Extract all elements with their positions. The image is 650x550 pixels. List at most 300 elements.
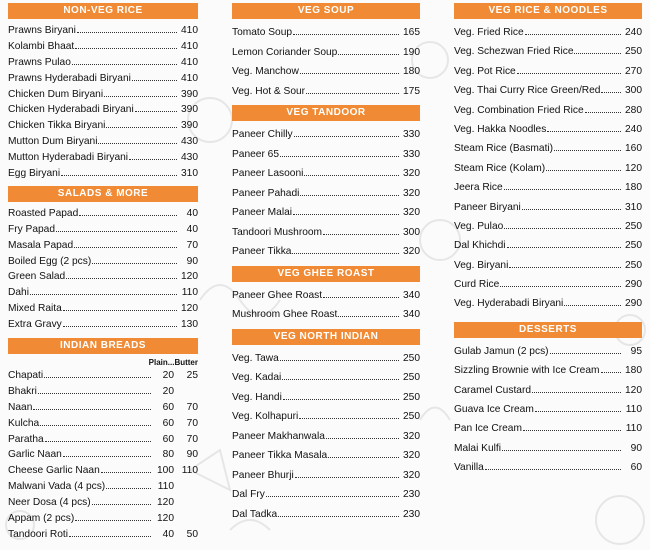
dotted-leader [504,228,621,229]
item-price: 410 [181,56,198,68]
menu-item [8,269,198,285]
item-price: 180 [625,182,642,194]
item-price: 120 [625,384,642,396]
item-price: 110 [625,423,642,435]
menu-item [454,62,642,81]
item-price: 320 [403,430,420,442]
item-name: Cheese Garlic Naan [8,465,100,477]
dotted-leader [77,32,177,33]
menu-item [232,43,420,63]
item-price: 390 [181,104,198,116]
dotted-leader [564,305,621,306]
item-price: 120 [625,162,642,174]
dotted-leader [525,34,621,35]
item-price: 160 [625,143,642,155]
menu-item [454,81,642,100]
dotted-leader [504,189,621,190]
item-price: 230 [403,508,420,520]
dotted-leader [502,450,621,451]
item-price: 240 [625,123,642,135]
dotted-leader [92,263,177,264]
item-price: 250 [403,372,420,383]
item-name: Masala Papad [8,239,74,251]
item-price: 60 [630,462,642,474]
item-price: 310 [181,168,198,180]
dotted-leader [323,297,399,298]
item-name: Dal Tadka [232,508,278,520]
dotted-leader [535,411,621,412]
item-price: 250 [403,391,420,403]
item-name: Bhakri [8,385,37,397]
price-butter: 25 [186,370,198,382]
item-price: 340 [403,289,420,301]
item-price: 165 [403,27,420,38]
item-name: Paneer Chilly [232,129,293,140]
dotted-leader [283,399,399,400]
item-name: Veg. Fried Rice [454,27,524,38]
dotted-leader [300,195,399,196]
item-name: Vanilla [454,462,484,474]
menu-item [454,458,642,477]
item-price: 320 [403,168,420,179]
dotted-leader [293,34,399,35]
item-price: 110 [181,287,198,299]
menu-item [454,381,642,400]
dotted-leader [98,143,177,144]
item-name: Garlic Naan [8,449,62,461]
item-name: Chicken Dum Biryani [8,88,104,100]
dotted-leader [56,231,177,232]
item-price: 190 [403,46,420,58]
menu-item [232,407,420,427]
dotted-leader [507,247,621,248]
menu-item [454,120,642,139]
menu-item [232,505,420,525]
item-price: 300 [625,85,642,97]
menu-item [8,368,198,384]
price-plain: 120 [157,497,174,509]
item-name: Neer Dosa (4 pcs) [8,497,91,509]
item-price: 270 [625,65,642,77]
menu-item [232,23,420,43]
menu-item [454,178,642,197]
dotted-leader [45,441,151,442]
dotted-leader [517,73,621,74]
dotted-leader [40,425,151,426]
price-plain: 20 [162,385,174,397]
menu-item [232,388,420,408]
item-price: 410 [181,40,198,52]
item-price: 95 [630,345,642,357]
item-price: 320 [403,246,420,257]
dotted-leader [75,48,177,49]
dotted-leader [546,170,621,171]
menu-item [8,463,198,479]
item-name: Lemon Coriander Soup [232,46,338,58]
dotted-leader [500,286,621,287]
menu-item [8,511,198,527]
dotted-leader [295,477,399,478]
menu-item [454,101,642,120]
dotted-leader [304,175,399,176]
item-name: Green Salad [8,271,66,283]
menu-item [8,71,198,87]
dotted-leader [294,136,399,137]
item-price: 250 [625,259,642,271]
menu-item [232,145,420,165]
dotted-leader [280,156,399,157]
price-plain: 60 [162,401,174,413]
breads-price-columns: Plain...Butter [148,358,198,368]
dotted-leader [92,504,151,505]
price-plain: 40 [162,528,174,540]
dotted-leader [75,520,151,521]
item-name: Caramel Custard [454,384,531,396]
dotted-leader [292,253,399,254]
item-name: Veg. Hakka Noodles [454,123,547,135]
dotted-leader [63,326,177,327]
menu-item [232,242,420,262]
menu-item [232,305,420,325]
dotted-leader [338,316,399,317]
dotted-leader [38,393,151,394]
dotted-leader [44,377,151,378]
menu-item [8,222,198,238]
item-price: 90 [630,442,642,454]
item-price: 340 [403,309,420,320]
item-price: 320 [403,450,420,461]
menu-item [8,87,198,103]
price-plain: 60 [162,433,174,445]
item-price: 320 [403,469,420,481]
item-name: Dahi [8,287,29,299]
item-price: 250 [403,411,420,422]
dotted-leader [326,438,399,439]
menu-item [454,23,642,42]
item-name: Veg. Handi [232,391,282,403]
menu-item [8,134,198,150]
item-name: Paneer Lasooni [232,168,304,179]
item-price: 390 [181,120,198,132]
menu-item [8,527,198,543]
section-header-veg-ghee-roast: VEG GHEE ROAST [232,266,420,282]
item-name: Malai Kulfi [454,442,501,454]
dotted-leader [293,214,399,215]
menu-item [8,102,198,118]
item-name: Paneer Bhurji [232,469,294,481]
item-name: Veg. Schezwan Fried Rice [454,46,574,58]
item-name: Extra Gravy [8,319,62,331]
menu-item [8,285,198,301]
menu-item [454,294,642,313]
dotted-leader [338,54,399,55]
item-name: Chicken Tikka Biryani [8,120,106,132]
item-price: 280 [625,104,642,116]
dotted-leader [574,53,621,54]
item-name: Sizzling Brownie with Ice Cream [454,365,600,377]
dotted-leader [106,127,177,128]
menu-item [454,236,642,255]
dotted-leader [104,96,177,97]
section-header-veg-tandoor: VEG TANDOOR [232,105,420,121]
item-name: Veg. Kolhapuri [232,411,299,422]
item-price: 110 [625,404,642,416]
item-name: Steam Rice (Kolam) [454,162,546,174]
item-price: 180 [625,365,642,377]
price-plain: 60 [162,417,174,429]
price-butter: 70 [186,417,198,429]
dotted-leader [306,93,399,94]
item-name: Veg. Biryani [454,259,509,271]
menu-item [232,466,420,486]
item-name: Paratha [8,433,44,445]
item-name: Prawns Hyderabadi Biryani [8,72,131,84]
item-name: Guava Ice Cream [454,404,534,416]
price-plain: 110 [157,481,174,493]
price-plain: 120 [157,513,174,525]
item-name: Chicken Hyderabadi Biryani [8,104,134,116]
item-name: Paneer Ghee Roast [232,289,323,301]
item-name: Steam Rice (Basmati) [454,143,554,155]
price-butter: 70 [186,433,198,445]
item-name: Chapati [8,370,44,382]
menu-item [232,164,420,184]
dotted-leader [63,310,177,311]
item-price: 410 [181,72,198,84]
item-price: 40 [186,223,198,235]
menu-item [8,416,198,432]
item-name: Egg Biryani [8,168,61,180]
item-price: 250 [625,46,642,58]
menu-item [8,495,198,511]
menu-item [8,432,198,448]
menu-item [8,55,198,71]
section-header-veg-rice-noodles: VEG RICE & NOODLES [454,3,642,19]
item-name: Paneer Tikka Masala [232,450,328,461]
item-name: Prawns Pulao [8,56,71,68]
item-price: 90 [186,255,198,267]
menu-item [454,159,642,178]
menu-item [232,427,420,447]
menu-item [8,479,198,495]
item-name: Paneer Pahadi [232,187,300,199]
menu-item [232,368,420,388]
section-header-veg-north-indian: VEG NORTH INDIAN [232,329,420,345]
item-name: Kulcha [8,417,40,429]
item-price: 240 [625,27,642,38]
menu-item [8,317,198,333]
item-name: Malwani Vada (4 pcs) [8,481,106,493]
dotted-leader [328,457,399,458]
menu-item [8,238,198,254]
item-price: 250 [403,352,420,364]
item-name: Veg. Pulao [454,220,504,232]
dotted-leader [74,247,177,248]
section-header-nonveg-rice: NON-VEG RICE [8,3,198,19]
item-price: 310 [625,201,642,213]
menu-item [454,342,642,361]
dotted-leader [266,496,399,497]
price-butter: 70 [186,401,198,413]
price-butter: 110 [181,465,198,477]
item-price: 320 [403,187,420,199]
item-name: Dal Fry [232,489,265,500]
dotted-leader [323,234,399,235]
item-price: 40 [186,207,198,219]
item-name: Gulab Jamun (2 pcs) [454,345,549,357]
item-name: Dal Khichdi [454,240,506,252]
item-price: 250 [625,240,642,252]
item-name: Veg. Manchow [232,66,299,77]
menu-item [8,39,198,55]
column-right [454,0,642,478]
dotted-leader [550,353,621,354]
dotted-leader [509,267,621,268]
item-name: Jeera Rice [454,182,503,194]
menu-item [454,256,642,275]
dotted-leader [30,294,177,295]
menu-item [232,203,420,223]
menu-item [454,439,642,458]
dotted-leader [69,536,151,537]
section-header-breads: INDIAN BREADS [8,338,198,354]
item-price: 390 [181,88,198,100]
menu-item [232,62,420,82]
item-price: 120 [181,271,198,283]
item-name: Mutton Dum Biryani [8,136,98,148]
dotted-leader [132,80,177,81]
menu-item [454,139,642,158]
price-butter: 50 [186,528,198,540]
item-price: 320 [403,207,420,218]
menu-item [8,166,198,182]
item-price: 430 [181,136,198,148]
dotted-leader [485,469,621,470]
menu-item [454,198,642,217]
section-header-salads: SALADS & MORE [8,186,198,202]
item-name: Prawns Biryani [8,25,76,36]
dotted-leader [63,456,151,457]
menu-item [454,400,642,419]
item-name: Roasted Papad [8,207,79,219]
item-name: Fry Papad [8,223,55,235]
dotted-leader [532,392,621,393]
menu-item [8,254,198,270]
dotted-leader [280,360,399,361]
menu-item [8,384,198,400]
item-name: Veg. Hot & Sour [232,85,306,97]
item-price: 430 [181,152,198,164]
item-name: Boiled Egg (2 pcs) [8,255,92,267]
dotted-leader [585,112,621,113]
price-plain: 100 [157,465,174,477]
dotted-leader [66,278,177,279]
item-name: Mushroom Ghee Roast [232,309,338,320]
dotted-leader [554,150,621,151]
item-name: Veg. Hyderabadi Biryani [454,298,564,310]
item-name: Mixed Raita [8,303,62,315]
menu-item [8,301,198,317]
dotted-leader [61,175,177,176]
menu-item [8,447,198,463]
item-price: 410 [181,25,198,36]
item-price: 290 [625,279,642,291]
dotted-leader [300,73,399,74]
item-name: Paneer Makhanwala [232,430,325,442]
column-left [8,0,198,543]
item-name: Kolambi Bhaat [8,40,75,52]
item-name: Veg. Tawa [232,352,279,364]
dotted-leader [523,430,621,431]
dotted-leader [278,516,399,517]
menu-item [8,118,198,134]
menu-item [454,419,642,438]
item-price: 300 [403,226,420,238]
item-name: Naan [8,401,33,413]
dotted-leader [129,159,177,160]
item-name: Veg. Pot Rice [454,65,516,77]
price-plain: 20 [162,370,174,382]
menu-item [232,184,420,204]
menu-item [8,23,198,39]
item-price: 330 [403,148,420,160]
item-name: Paneer Tikka [232,246,292,257]
item-name: Paneer Biryani [454,201,521,213]
menu-item [232,223,420,243]
item-name: Veg. Thai Curry Rice Green/Red [454,85,601,97]
section-header-desserts: DESSERTS [454,322,642,338]
menu-item [8,150,198,166]
item-price: 130 [181,319,198,331]
dotted-leader [106,488,151,489]
item-price: 230 [403,489,420,500]
item-price: 180 [403,66,420,77]
column-middle [232,0,420,524]
dotted-leader [135,111,177,112]
price-plain: 80 [162,449,174,461]
dotted-leader [79,215,177,216]
menu-item [8,400,198,416]
dotted-leader [101,472,151,473]
dotted-leader [33,409,151,410]
dotted-leader [547,131,621,132]
menu-item [232,125,420,145]
item-name: Paneer Malai [232,207,293,218]
dotted-leader [601,372,621,373]
item-price: 120 [181,303,198,315]
item-name: Tandoori Mushroom [232,226,323,238]
item-name: Veg. Combination Fried Rice [454,104,584,116]
menu-item [232,82,420,102]
item-price: 290 [625,298,642,310]
menu-item [232,485,420,505]
menu-item [232,349,420,369]
menu-item [232,286,420,306]
item-price: 330 [403,129,420,140]
dotted-leader [282,379,399,380]
dotted-leader [522,209,621,210]
item-name: Appam (2 pcs) [8,513,75,525]
item-name: Tomato Soup [232,27,293,38]
menu-item [454,42,642,61]
item-name: Veg. Kadai [232,372,282,383]
menu-item [8,206,198,222]
dotted-leader [299,418,399,419]
item-name: Paneer 65 [232,148,280,160]
menu-item [454,217,642,236]
menu-item [454,361,642,380]
item-name: Tandoori Roti [8,528,69,540]
